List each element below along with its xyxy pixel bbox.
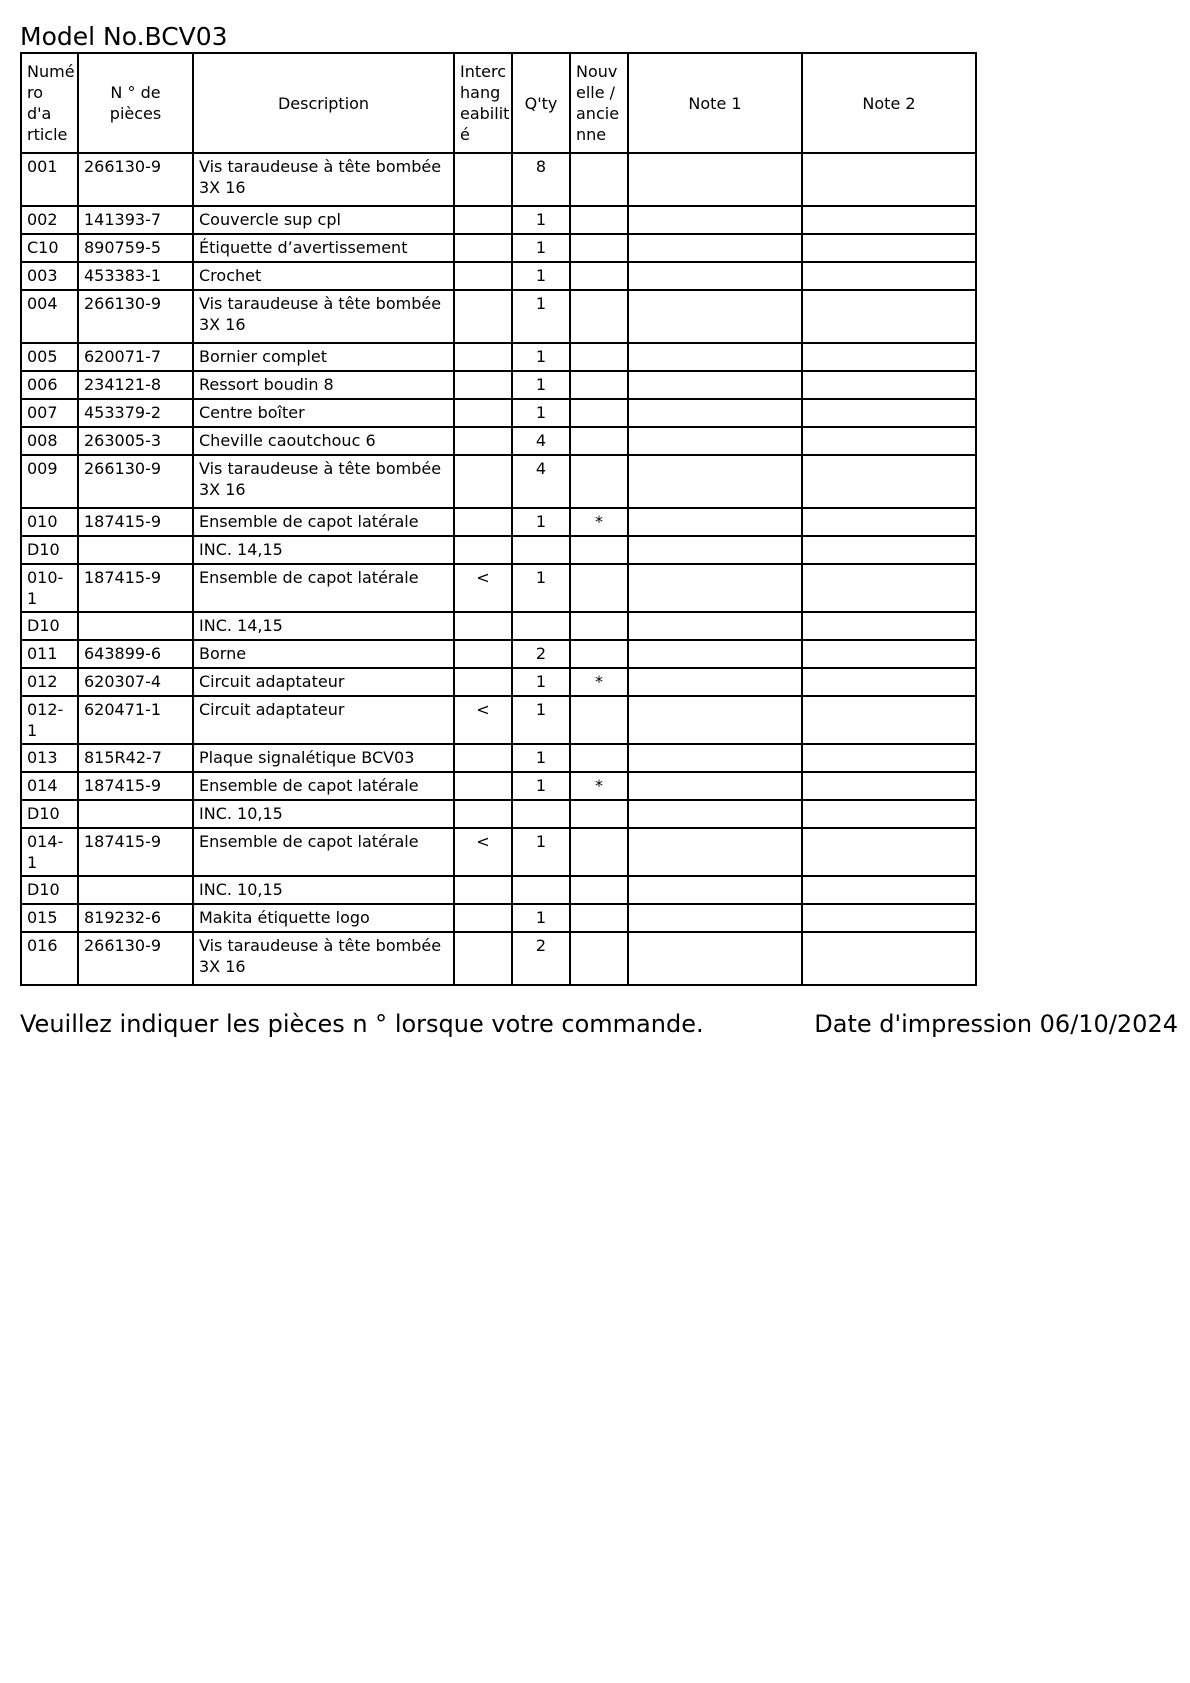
cell-note-1	[628, 399, 802, 427]
cell-note-2	[802, 455, 976, 508]
cell-new-old	[570, 564, 628, 612]
cell-quantity: 2	[512, 932, 570, 985]
table-row	[21, 612, 976, 640]
cell-item-number: D10	[21, 612, 78, 640]
cell-note-2	[802, 696, 976, 744]
cell-item-number: 014	[21, 772, 78, 800]
cell-new-old	[570, 640, 628, 668]
column-header-part-number: N ° de pièces	[78, 53, 193, 153]
cell-note-1	[628, 508, 802, 536]
cell-quantity: 1	[512, 696, 570, 744]
table-row	[21, 744, 976, 772]
cell-quantity: 1	[512, 744, 570, 772]
cell-part-number: 234121-8	[78, 371, 193, 399]
cell-item-number: 005	[21, 343, 78, 371]
cell-quantity	[512, 612, 570, 640]
cell-interchangeability	[454, 932, 512, 985]
cell-description: Centre boîter	[193, 399, 454, 427]
cell-description: Vis taraudeuse à tête bombée 3X 16	[193, 932, 454, 985]
cell-part-number: 266130-9	[78, 455, 193, 508]
cell-note-2	[802, 371, 976, 399]
cell-note-1	[628, 262, 802, 290]
table-row	[21, 800, 976, 828]
column-header-quantity: Q'ty	[512, 53, 570, 153]
cell-description: Ensemble de capot latérale	[193, 508, 454, 536]
cell-interchangeability	[454, 508, 512, 536]
cell-note-2	[802, 668, 976, 696]
cell-new-old	[570, 153, 628, 206]
cell-new-old: *	[570, 772, 628, 800]
cell-new-old	[570, 234, 628, 262]
cell-item-number: D10	[21, 876, 78, 904]
cell-quantity: 1	[512, 904, 570, 932]
table-row	[21, 828, 976, 876]
cell-quantity: 1	[512, 508, 570, 536]
cell-description: Ensemble de capot latérale	[193, 828, 454, 876]
table-row	[21, 153, 976, 206]
cell-note-1	[628, 153, 802, 206]
cell-note-2	[802, 876, 976, 904]
cell-item-number: 006	[21, 371, 78, 399]
page-title: Model No.BCV03	[20, 22, 228, 51]
cell-description: Borne	[193, 640, 454, 668]
cell-new-old	[570, 455, 628, 508]
cell-description: Cheville caoutchouc 6	[193, 427, 454, 455]
cell-note-1	[628, 290, 802, 343]
cell-quantity: 1	[512, 290, 570, 343]
cell-note-1	[628, 206, 802, 234]
cell-new-old	[570, 290, 628, 343]
cell-part-number: 620471-1	[78, 696, 193, 744]
cell-note-2	[802, 508, 976, 536]
table-row	[21, 904, 976, 932]
cell-item-number: 004	[21, 290, 78, 343]
cell-item-number: 015	[21, 904, 78, 932]
cell-note-1	[628, 876, 802, 904]
cell-item-number: 001	[21, 153, 78, 206]
cell-note-1	[628, 371, 802, 399]
cell-item-number: 002	[21, 206, 78, 234]
cell-part-number: 263005-3	[78, 427, 193, 455]
cell-note-1	[628, 696, 802, 744]
table-header-row	[21, 53, 976, 153]
cell-part-number	[78, 612, 193, 640]
cell-interchangeability	[454, 206, 512, 234]
cell-part-number: 187415-9	[78, 828, 193, 876]
table-row	[21, 234, 976, 262]
table-row	[21, 343, 976, 371]
cell-note-2	[802, 932, 976, 985]
cell-part-number: 819232-6	[78, 904, 193, 932]
cell-quantity: 8	[512, 153, 570, 206]
cell-item-number: 008	[21, 427, 78, 455]
cell-interchangeability	[454, 343, 512, 371]
cell-quantity: 1	[512, 206, 570, 234]
cell-interchangeability	[454, 455, 512, 508]
cell-quantity: 1	[512, 262, 570, 290]
cell-part-number: 187415-9	[78, 508, 193, 536]
cell-new-old	[570, 399, 628, 427]
cell-item-number: 007	[21, 399, 78, 427]
cell-item-number: 013	[21, 744, 78, 772]
table-row	[21, 536, 976, 564]
cell-description: Vis taraudeuse à tête bombée 3X 16	[193, 455, 454, 508]
cell-interchangeability	[454, 234, 512, 262]
cell-quantity: 1	[512, 399, 570, 427]
cell-new-old	[570, 828, 628, 876]
cell-note-2	[802, 744, 976, 772]
cell-quantity: 1	[512, 668, 570, 696]
cell-new-old	[570, 371, 628, 399]
cell-note-2	[802, 343, 976, 371]
cell-new-old	[570, 206, 628, 234]
column-header-note-2: Note 2	[802, 53, 976, 153]
cell-part-number: 453383-1	[78, 262, 193, 290]
cell-description: INC. 10,15	[193, 800, 454, 828]
column-header-note-1: Note 1	[628, 53, 802, 153]
table-row	[21, 876, 976, 904]
cell-description: Ensemble de capot latérale	[193, 564, 454, 612]
cell-part-number: 890759-5	[78, 234, 193, 262]
cell-part-number: 815R42-7	[78, 744, 193, 772]
cell-interchangeability	[454, 668, 512, 696]
cell-description: INC. 14,15	[193, 612, 454, 640]
cell-part-number	[78, 536, 193, 564]
cell-note-1	[628, 564, 802, 612]
cell-interchangeability: <	[454, 828, 512, 876]
cell-interchangeability: <	[454, 564, 512, 612]
cell-description: Crochet	[193, 262, 454, 290]
cell-description: Circuit adaptateur	[193, 696, 454, 744]
cell-note-1	[628, 455, 802, 508]
table-row	[21, 206, 976, 234]
cell-part-number: 266130-9	[78, 153, 193, 206]
column-header-description: Description	[193, 53, 454, 153]
cell-interchangeability	[454, 262, 512, 290]
cell-interchangeability	[454, 904, 512, 932]
cell-interchangeability	[454, 371, 512, 399]
cell-note-2	[802, 206, 976, 234]
cell-note-2	[802, 153, 976, 206]
cell-part-number: 141393-7	[78, 206, 193, 234]
cell-interchangeability	[454, 744, 512, 772]
cell-item-number: 016	[21, 932, 78, 985]
cell-interchangeability	[454, 772, 512, 800]
cell-new-old	[570, 343, 628, 371]
cell-item-number: 012	[21, 668, 78, 696]
cell-note-2	[802, 234, 976, 262]
cell-note-2	[802, 262, 976, 290]
order-instruction-note: Veuillez indiquer les pièces n ° lorsque votre commande.	[20, 1010, 704, 1038]
cell-item-number: 010	[21, 508, 78, 536]
cell-part-number	[78, 876, 193, 904]
cell-quantity: 1	[512, 772, 570, 800]
cell-quantity: 2	[512, 640, 570, 668]
cell-note-1	[628, 343, 802, 371]
cell-new-old	[570, 932, 628, 985]
cell-description: Vis taraudeuse à tête bombée 3X 16	[193, 290, 454, 343]
cell-note-2	[802, 536, 976, 564]
cell-quantity: 4	[512, 455, 570, 508]
cell-quantity	[512, 536, 570, 564]
cell-description: Makita étiquette logo	[193, 904, 454, 932]
cell-note-1	[628, 612, 802, 640]
cell-note-2	[802, 290, 976, 343]
column-header-interchangeability: Interc hang eabilit é	[454, 53, 512, 153]
cell-item-number: C10	[21, 234, 78, 262]
column-header-item-number: Numé ro d'a rticle	[21, 53, 78, 153]
table-row	[21, 696, 976, 744]
cell-new-old	[570, 744, 628, 772]
cell-new-old	[570, 696, 628, 744]
cell-item-number: 003	[21, 262, 78, 290]
cell-note-1	[628, 640, 802, 668]
cell-description: Bornier complet	[193, 343, 454, 371]
cell-note-1	[628, 427, 802, 455]
cell-new-old: *	[570, 508, 628, 536]
cell-new-old	[570, 800, 628, 828]
cell-part-number: 620071-7	[78, 343, 193, 371]
cell-description: Couvercle sup cpl	[193, 206, 454, 234]
cell-description: Ensemble de capot latérale	[193, 772, 454, 800]
cell-note-2	[802, 612, 976, 640]
cell-note-1	[628, 536, 802, 564]
cell-item-number: 012-1	[21, 696, 78, 744]
cell-description: Circuit adaptateur	[193, 668, 454, 696]
cell-new-old	[570, 876, 628, 904]
table-row	[21, 668, 976, 696]
cell-note-1	[628, 744, 802, 772]
cell-item-number: D10	[21, 536, 78, 564]
cell-part-number: 620307-4	[78, 668, 193, 696]
cell-interchangeability	[454, 427, 512, 455]
cell-note-1	[628, 932, 802, 985]
cell-note-2	[802, 564, 976, 612]
table-row	[21, 932, 976, 985]
table-row	[21, 640, 976, 668]
cell-description: INC. 10,15	[193, 876, 454, 904]
cell-interchangeability	[454, 640, 512, 668]
cell-new-old	[570, 262, 628, 290]
cell-note-2	[802, 772, 976, 800]
cell-part-number: 187415-9	[78, 772, 193, 800]
table-row	[21, 564, 976, 612]
cell-part-number	[78, 800, 193, 828]
cell-item-number: 010-1	[21, 564, 78, 612]
cell-new-old	[570, 904, 628, 932]
cell-new-old: *	[570, 668, 628, 696]
cell-interchangeability: <	[454, 696, 512, 744]
cell-interchangeability	[454, 153, 512, 206]
cell-interchangeability	[454, 876, 512, 904]
cell-note-1	[628, 904, 802, 932]
cell-quantity: 1	[512, 343, 570, 371]
cell-part-number: 187415-9	[78, 564, 193, 612]
cell-note-1	[628, 668, 802, 696]
cell-interchangeability	[454, 536, 512, 564]
cell-part-number: 643899-6	[78, 640, 193, 668]
table-row	[21, 427, 976, 455]
cell-note-2	[802, 399, 976, 427]
table-row	[21, 371, 976, 399]
cell-new-old	[570, 427, 628, 455]
cell-new-old	[570, 612, 628, 640]
parts-table	[20, 52, 977, 986]
cell-quantity	[512, 800, 570, 828]
cell-description: Étiquette d’avertissement	[193, 234, 454, 262]
print-date: Date d'impression 06/10/2024	[814, 1010, 1178, 1038]
cell-description: Plaque signalétique BCV03	[193, 744, 454, 772]
cell-new-old	[570, 536, 628, 564]
table-row	[21, 399, 976, 427]
cell-note-2	[802, 427, 976, 455]
cell-interchangeability	[454, 399, 512, 427]
table-row	[21, 455, 976, 508]
table-row	[21, 772, 976, 800]
cell-part-number: 453379-2	[78, 399, 193, 427]
cell-item-number: 009	[21, 455, 78, 508]
cell-interchangeability	[454, 290, 512, 343]
cell-quantity: 4	[512, 427, 570, 455]
cell-quantity: 1	[512, 564, 570, 612]
cell-note-2	[802, 800, 976, 828]
cell-description: INC. 14,15	[193, 536, 454, 564]
cell-note-1	[628, 234, 802, 262]
cell-note-2	[802, 640, 976, 668]
cell-note-1	[628, 828, 802, 876]
cell-description: Ressort boudin 8	[193, 371, 454, 399]
cell-quantity	[512, 876, 570, 904]
table-row	[21, 262, 976, 290]
table-row	[21, 508, 976, 536]
cell-part-number: 266130-9	[78, 290, 193, 343]
cell-item-number: 011	[21, 640, 78, 668]
cell-interchangeability	[454, 800, 512, 828]
cell-interchangeability	[454, 612, 512, 640]
cell-note-1	[628, 772, 802, 800]
cell-description: Vis taraudeuse à tête bombée 3X 16	[193, 153, 454, 206]
column-header-new-old: Nouv elle / ancie nne	[570, 53, 628, 153]
cell-note-2	[802, 904, 976, 932]
cell-item-number: D10	[21, 800, 78, 828]
table-row	[21, 290, 976, 343]
cell-note-1	[628, 800, 802, 828]
cell-item-number: 014-1	[21, 828, 78, 876]
cell-quantity: 1	[512, 828, 570, 876]
cell-quantity: 1	[512, 234, 570, 262]
cell-part-number: 266130-9	[78, 932, 193, 985]
cell-quantity: 1	[512, 371, 570, 399]
cell-note-2	[802, 828, 976, 876]
